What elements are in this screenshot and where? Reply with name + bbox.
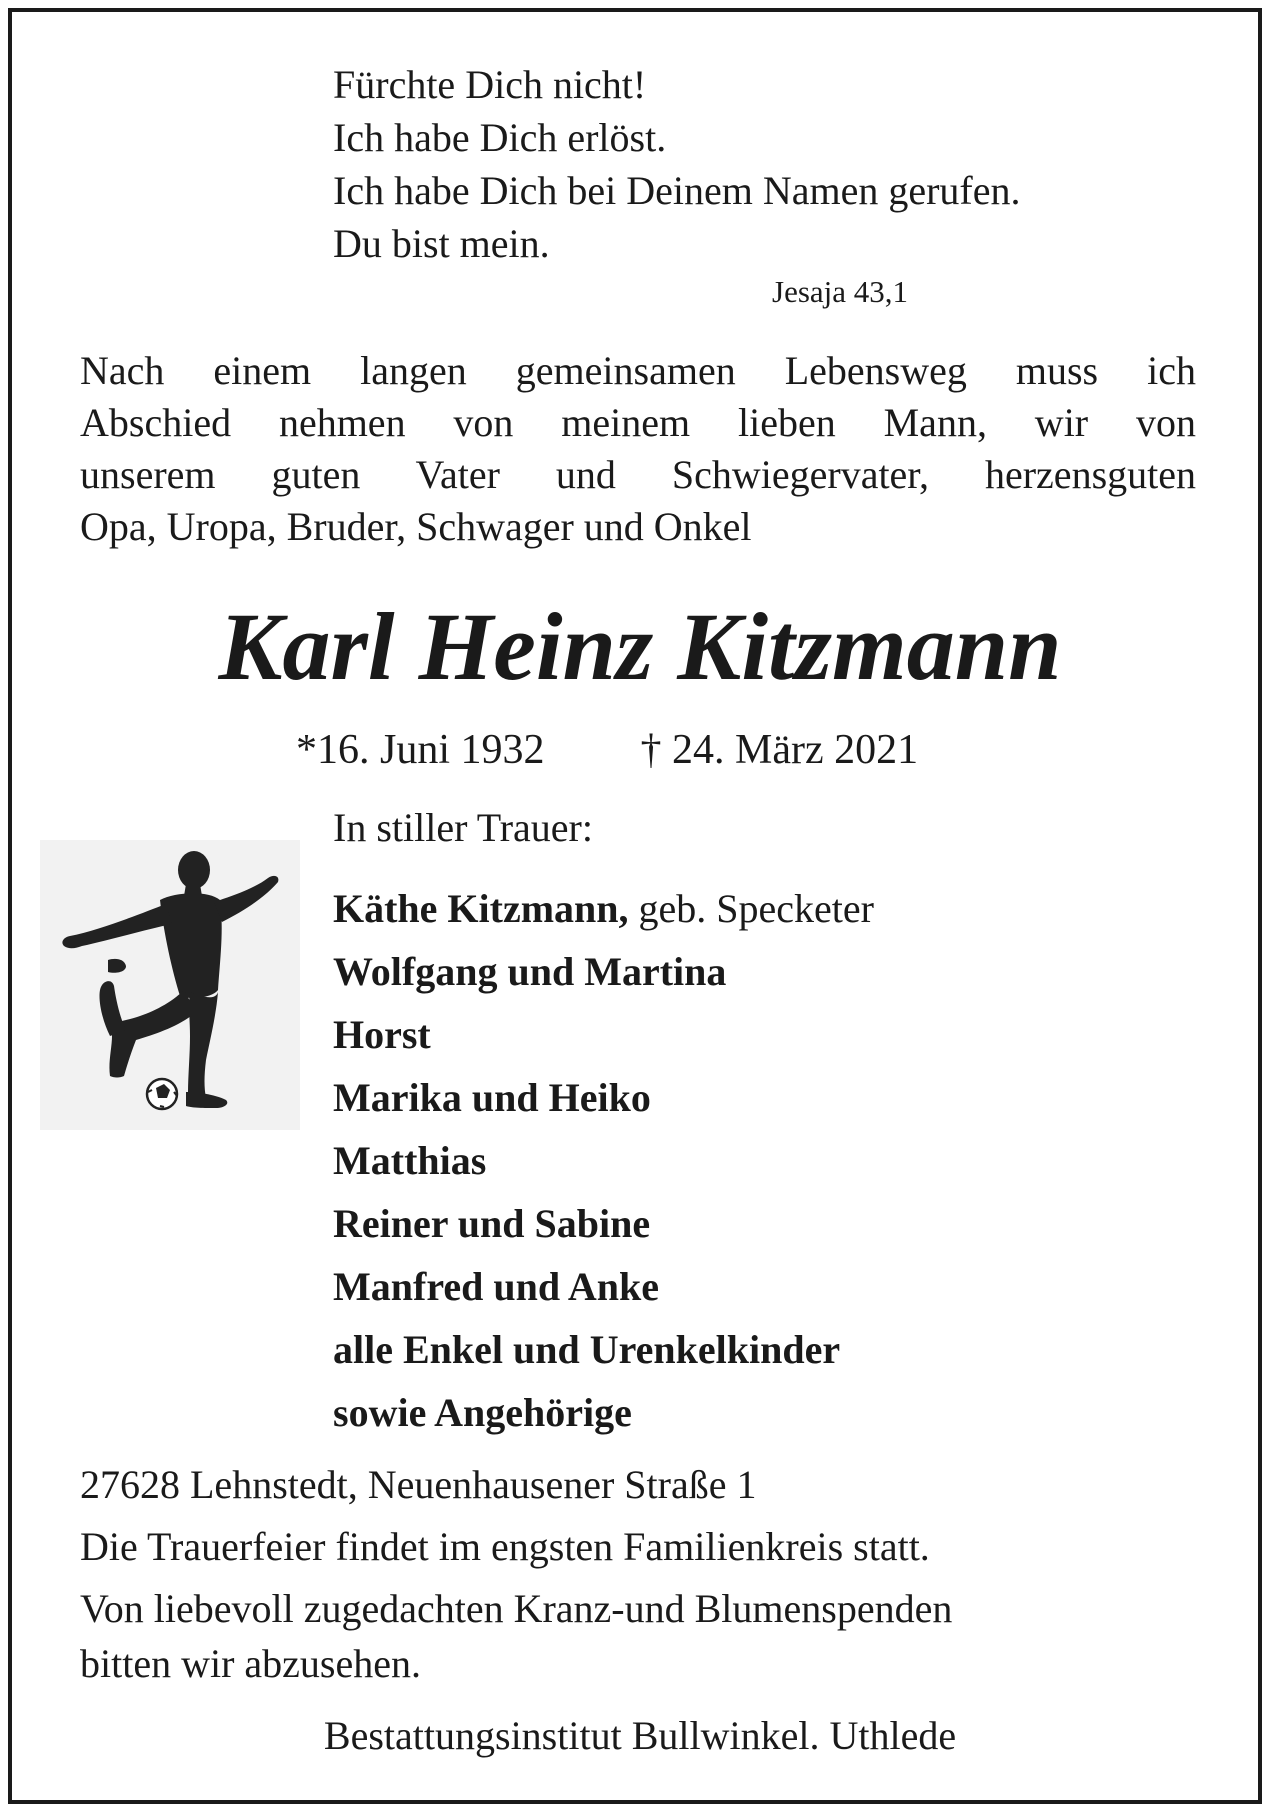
ceremony-note: Die Trauerfeier findet im engsten Familienkreis statt. bbox=[80, 1524, 930, 1569]
flower-request-line: bitten wir abzusehen. bbox=[80, 1641, 421, 1686]
footer-info bbox=[80, 1457, 952, 1691]
flower-request-line: Von liebevoll zugedachten Kranz-und Blumenspenden bbox=[80, 1586, 953, 1631]
bible-verse bbox=[333, 58, 1020, 270]
undertaker-name: Bestattungsinstitut Bullwinkel. Uthlede bbox=[323, 1713, 957, 1758]
intro-line: Abschied nehmen von meinem lieben Mann, wir von bbox=[80, 400, 1196, 445]
verse-line: Du bist mein. bbox=[333, 221, 550, 266]
death-date: † 24. März 2021 bbox=[640, 727, 919, 773]
mourner-entry bbox=[333, 877, 874, 940]
verse-line: Ich habe Dich bei Deinem Namen gerufen. bbox=[333, 168, 1021, 213]
mourner-entry: Matthias bbox=[333, 1138, 487, 1183]
verse-line: Fürchte Dich nicht! bbox=[333, 62, 647, 107]
intro-line: Nach einem langen gemeinsamen Lebensweg muss ich bbox=[80, 348, 1196, 393]
mourner-name: Käthe Kitzmann, bbox=[333, 886, 629, 931]
mourner-entry: Marika und Heiko bbox=[333, 1075, 651, 1120]
intro-line: Opa, Uropa, Bruder, Schwager und Onkel bbox=[80, 504, 752, 549]
life-dates bbox=[296, 724, 918, 776]
deceased-name: Karl Heinz Kitzmann bbox=[218, 593, 1062, 700]
verse-source: Jesaja 43,1 bbox=[772, 274, 909, 309]
mourning-label: In stiller Trauer: bbox=[333, 805, 593, 850]
intro-line: unserem guten Vater und Schwiegervater, herzensguten bbox=[80, 452, 1196, 497]
mourner-entry: Wolfgang und Martina bbox=[333, 949, 727, 994]
address: 27628 Lehnstedt, Neuenhausener Straße 1 bbox=[80, 1462, 757, 1507]
birth-date: *16. Juni 1932 bbox=[296, 727, 545, 773]
mourner-entry: Horst bbox=[333, 1012, 431, 1057]
mourner-entry: sowie Angehörige bbox=[333, 1390, 632, 1435]
soccer-player-silhouette-icon bbox=[40, 840, 300, 1130]
mourners-list bbox=[333, 877, 874, 1444]
mourner-entry: Manfred und Anke bbox=[333, 1264, 660, 1309]
verse-line: Ich habe Dich erlöst. bbox=[333, 115, 667, 160]
mourner-entry: Reiner und Sabine bbox=[333, 1201, 651, 1246]
mourner-maiden-name: geb. Specketer bbox=[628, 886, 874, 931]
mourner-entry: alle Enkel und Urenkelkinder bbox=[333, 1327, 841, 1372]
intro-text bbox=[80, 345, 1196, 553]
